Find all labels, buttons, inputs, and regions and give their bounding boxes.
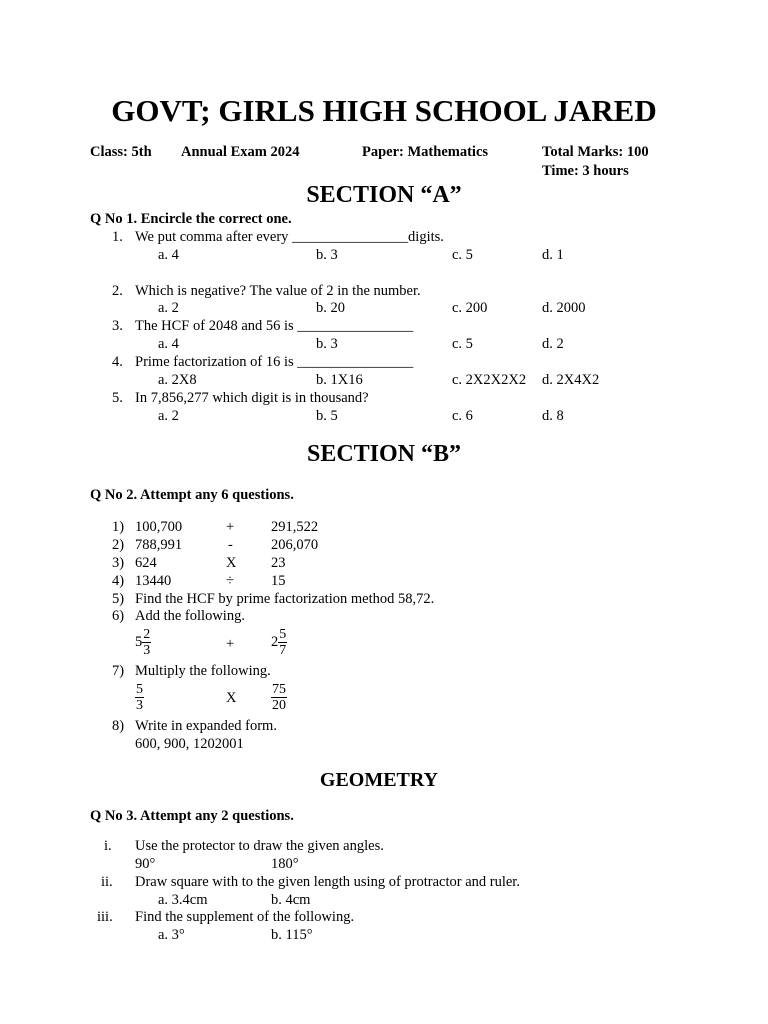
option-c: c. 5 — [452, 247, 473, 263]
operand-b: 291,522 — [271, 519, 319, 535]
item-number: 2) — [112, 537, 125, 553]
square-question: Draw square with to the given length using of protractor and ruler. — [135, 874, 520, 890]
question-number: 5. — [112, 390, 123, 406]
numerator: 2 — [143, 627, 151, 642]
denominator: 7 — [279, 643, 287, 658]
numerator: 5 — [279, 627, 287, 642]
question-number: 2. — [112, 283, 123, 299]
option-b: b. 1X16 — [316, 372, 363, 388]
exam-label: Annual Exam 2024 — [181, 144, 300, 160]
mixed-fraction-2 — [271, 627, 287, 658]
mixed-fraction-1 — [135, 627, 151, 658]
denominator: 3 — [136, 698, 143, 713]
operand-b: 15 — [271, 573, 286, 589]
roman-number: i. — [104, 838, 112, 854]
class-label: Class: 5th — [90, 144, 152, 160]
operand-a: 624 — [135, 555, 157, 571]
option-b: b. 3 — [316, 336, 338, 352]
paper-label: Paper: Mathematics — [362, 144, 489, 160]
geometry-instruction: Q No 3. Attempt any 2 questions. — [90, 808, 294, 824]
total-marks-label: Total Marks: 100 — [542, 144, 649, 160]
item-number: 6) — [112, 608, 125, 624]
expanded-form-question: Write in expanded form. — [135, 718, 277, 734]
numerator: 75 — [272, 682, 286, 697]
option-c: c. 200 — [452, 300, 488, 316]
option-a: a. 4 — [158, 336, 179, 352]
denominator: 3 — [143, 643, 151, 658]
section-a-title: SECTION “A” — [306, 182, 462, 208]
question-text: We put comma after every ________________digits. — [135, 229, 444, 245]
operator: - — [228, 537, 233, 553]
angles-question: Use the protector to draw the given angles. — [135, 838, 384, 854]
geometry-title: GEOMETRY — [319, 769, 439, 791]
option-d: d. 2X4X2 — [542, 372, 600, 388]
question-text: Which is negative? The value of 2 in the number. — [135, 283, 421, 299]
question-number: 3. — [112, 318, 123, 334]
item-number: 8) — [112, 718, 125, 734]
section-b-title: SECTION “B” — [306, 441, 462, 467]
whole-part: 2 — [271, 634, 279, 650]
operator: ÷ — [226, 573, 234, 589]
item-number: 4) — [112, 573, 125, 589]
question-text: In 7,856,277 which digit is in thousand? — [135, 390, 369, 406]
question-text: Prime factorization of 16 is ________________ — [135, 354, 414, 370]
question-text: The HCF of 2048 and 56 is ________________ — [135, 318, 414, 334]
item-number: 7) — [112, 663, 125, 679]
school-title: GOVT; GIRLS HIGH SCHOOL JARED — [111, 93, 657, 128]
option-d: d. 2 — [542, 336, 564, 352]
operand-b: 206,070 — [271, 537, 319, 553]
option-b: b. 3 — [316, 247, 338, 263]
fraction-2 — [271, 682, 287, 713]
section-a-instruction: Q No 1. Encircle the correct one. — [90, 211, 292, 227]
roman-number: ii. — [101, 874, 113, 890]
operator: X — [226, 690, 237, 706]
option-d: d. 8 — [542, 408, 564, 424]
whole-part: 5 — [135, 634, 143, 650]
item-number: 5) — [112, 591, 125, 607]
add-question: Add the following. — [135, 608, 245, 624]
fraction — [278, 627, 287, 658]
multiply-question: Multiply the following. — [135, 663, 271, 679]
question-number: 1. — [112, 229, 123, 245]
option-b: b. 20 — [316, 300, 345, 316]
section-b-instruction: Q No 2. Attempt any 6 questions. — [90, 487, 294, 503]
option-a: a. 2X8 — [158, 372, 197, 388]
operand-a: 100,700 — [135, 519, 183, 535]
operator: + — [226, 636, 235, 652]
fraction-1 — [135, 682, 144, 713]
supplement-question: Find the supplement of the following. — [135, 909, 355, 925]
hcf-question: Find the HCF by prime factorization method 58,72. — [135, 591, 435, 607]
option-d: d. 2000 — [542, 300, 586, 316]
option-d: d. 1 — [542, 247, 564, 263]
option-c: c. 5 — [452, 336, 473, 352]
length-a: a. 3.4cm — [158, 892, 208, 908]
option-a: a. 2 — [158, 300, 179, 316]
supplement-a: a. 3° — [158, 927, 185, 943]
fraction — [142, 627, 151, 658]
item-number: 1) — [112, 519, 125, 535]
operand-a: 13440 — [135, 573, 172, 589]
supplement-b: b. 115° — [271, 927, 313, 943]
option-a: a. 4 — [158, 247, 179, 263]
expanded-form-values: 600, 900, 1202001 — [135, 736, 244, 752]
numerator: 5 — [136, 682, 143, 697]
item-number: 3) — [112, 555, 125, 571]
operator: + — [226, 519, 235, 535]
denominator: 20 — [272, 698, 286, 713]
angle-b: 180° — [271, 856, 299, 872]
operand-a: 788,991 — [135, 537, 183, 553]
roman-number: iii. — [97, 909, 113, 925]
option-b: b. 5 — [316, 408, 338, 424]
angle-a: 90° — [135, 856, 156, 872]
operator: X — [226, 555, 237, 571]
operand-b: 23 — [271, 555, 286, 571]
question-number: 4. — [112, 354, 123, 370]
option-c: c. 6 — [452, 408, 473, 424]
time-label: Time: 3 hours — [542, 163, 629, 179]
option-c: c. 2X2X2X2 — [452, 372, 527, 388]
option-a: a. 2 — [158, 408, 179, 424]
length-b: b. 4cm — [271, 892, 311, 908]
